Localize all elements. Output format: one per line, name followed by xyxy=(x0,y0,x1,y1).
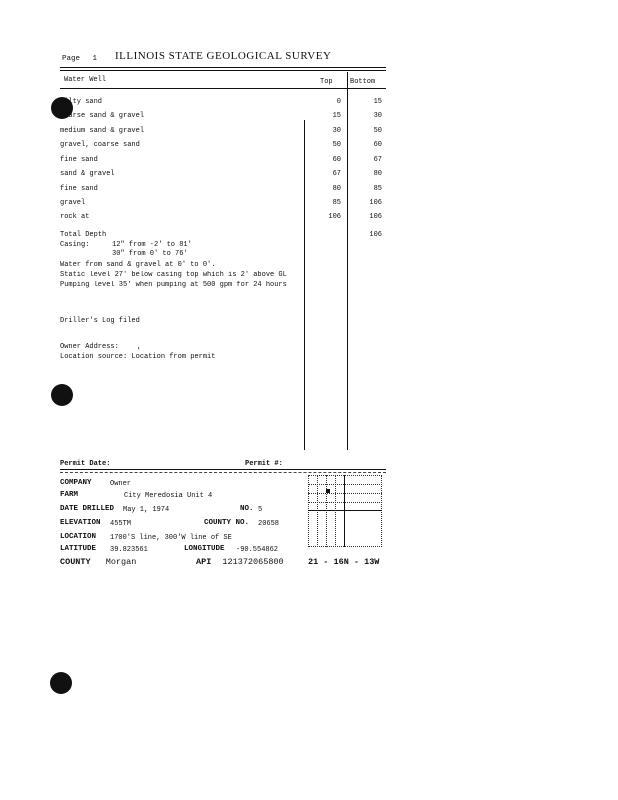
elevation-value: 455TM xyxy=(110,520,132,528)
total-depth-label: Total Depth xyxy=(60,231,107,239)
col-top: Top xyxy=(320,78,333,86)
row-material: fine sand xyxy=(60,156,98,164)
log-row xyxy=(0,185,618,197)
grid-line xyxy=(335,475,336,547)
row-top: 50 xyxy=(332,141,341,149)
header-rule-2 xyxy=(60,70,386,71)
row-bottom: 30 xyxy=(373,112,382,120)
log-row xyxy=(0,213,618,225)
date-drilled-value: May 1, 1974 xyxy=(123,506,170,514)
water-from: Water from sand & gravel at 0' to 0'. xyxy=(60,261,216,269)
row-material: coarse sand & gravel xyxy=(60,112,145,120)
row-material: fine sand xyxy=(60,185,98,193)
row-top: 80 xyxy=(332,185,341,193)
row-material: gravel xyxy=(60,199,86,207)
grid-line xyxy=(308,502,382,503)
grid-line xyxy=(326,475,327,547)
log-row xyxy=(0,141,618,153)
total-depth-value: 106 xyxy=(369,231,382,239)
row-top: 30 xyxy=(332,127,341,135)
elevation-label: ELEVATION xyxy=(60,519,101,527)
location-value: 1700'S line, 300'W line of SE xyxy=(110,534,232,542)
log-row xyxy=(0,156,618,168)
permit-rule-dashed xyxy=(60,472,386,473)
longitude-value: -90.554862 xyxy=(236,546,279,554)
row-bottom: 80 xyxy=(373,170,382,178)
column-header-rule xyxy=(60,88,386,89)
static-level: Static level 27' below casing top which is 2' above GL xyxy=(60,271,287,279)
api-row xyxy=(196,557,284,567)
row-material: gravel, coarse sand xyxy=(60,141,140,149)
location-label: LOCATION xyxy=(60,533,97,541)
log-row xyxy=(0,127,618,139)
row-bottom: 50 xyxy=(373,127,382,135)
county-row xyxy=(60,557,136,567)
owner-address-label: Owner Address: xyxy=(60,343,119,351)
row-top: 106 xyxy=(328,213,341,221)
punch-hole-middle xyxy=(51,384,73,406)
permit-number-label: Permit #: xyxy=(245,460,283,468)
grid-line xyxy=(308,493,382,494)
col-bottom: Bottom xyxy=(350,78,376,86)
latitude-label: LATITUDE xyxy=(60,545,97,553)
punch-hole-bottom xyxy=(50,672,72,694)
total-depth-row xyxy=(0,231,618,243)
api-value: 121372065800 xyxy=(222,557,284,567)
log-row xyxy=(0,112,618,124)
grid-line xyxy=(308,484,382,485)
row-bottom: 67 xyxy=(373,156,382,164)
owner-address xyxy=(60,343,141,351)
section-grid xyxy=(308,475,382,547)
row-material: medium sand & gravel xyxy=(60,127,145,135)
longitude-label: LONGITUDE xyxy=(184,545,225,553)
row-bottom: 60 xyxy=(373,141,382,149)
col-water-well: Water Well xyxy=(64,76,107,84)
row-top: 0 xyxy=(336,98,341,106)
row-material: sand & gravel xyxy=(60,170,115,178)
location-source: Location source: Location from permit xyxy=(60,353,216,361)
row-top: 67 xyxy=(332,170,341,178)
row-top: 85 xyxy=(332,199,341,207)
row-top: 60 xyxy=(332,156,341,164)
company-value: Owner xyxy=(110,480,132,488)
latitude-value: 39.823561 xyxy=(110,546,148,554)
header-rule xyxy=(60,67,386,68)
casing-label: Casing: xyxy=(60,241,90,249)
row-bottom: 15 xyxy=(373,98,382,106)
county-no-value: 20658 xyxy=(258,520,280,528)
no-label: NO. xyxy=(240,505,254,513)
row-top: 15 xyxy=(332,112,341,120)
row-bottom: 106 xyxy=(369,213,382,221)
row-material: silty sand xyxy=(60,98,103,106)
log-row xyxy=(0,199,618,211)
row-bottom: 106 xyxy=(369,199,382,207)
log-row xyxy=(0,98,618,110)
row-material: rock at xyxy=(60,213,90,221)
log-row xyxy=(0,170,618,182)
row-bottom: 85 xyxy=(373,185,382,193)
pumping-level: Pumping level 35' when pumping at 500 gpm for 24 hours xyxy=(60,281,287,289)
grid-line xyxy=(317,475,318,547)
api-label: API xyxy=(196,557,212,567)
page-label-text: Page xyxy=(62,55,81,63)
county-value: Morgan xyxy=(105,557,137,567)
casing-line-2: 30" from 0' to 76' xyxy=(112,250,188,258)
farm-value: City Meredosia Unit 4 xyxy=(124,492,213,500)
company-label: COMPANY xyxy=(60,479,92,487)
drillers-log: Driller's Log filed xyxy=(60,317,140,325)
casing-line-1: 12" from -2' to 81' xyxy=(112,241,192,249)
date-drilled-label: DATE DRILLED xyxy=(60,505,115,513)
survey-title: ILLINOIS STATE GEOLOGICAL SURVEY xyxy=(115,50,332,62)
farm-label: FARM xyxy=(60,491,79,499)
township-range: 21 - 16N - 13W xyxy=(308,557,380,567)
county-no-label: COUNTY NO. xyxy=(204,519,250,527)
permit-rule xyxy=(60,469,386,470)
well-location-marker xyxy=(326,489,330,493)
page-label xyxy=(62,55,97,63)
permit-date-label: Permit Date: xyxy=(60,460,111,468)
owner-address-value: , xyxy=(137,343,142,351)
page-number: 1 xyxy=(92,55,98,63)
no-value: 5 xyxy=(258,506,263,514)
county-label: COUNTY xyxy=(60,557,91,567)
